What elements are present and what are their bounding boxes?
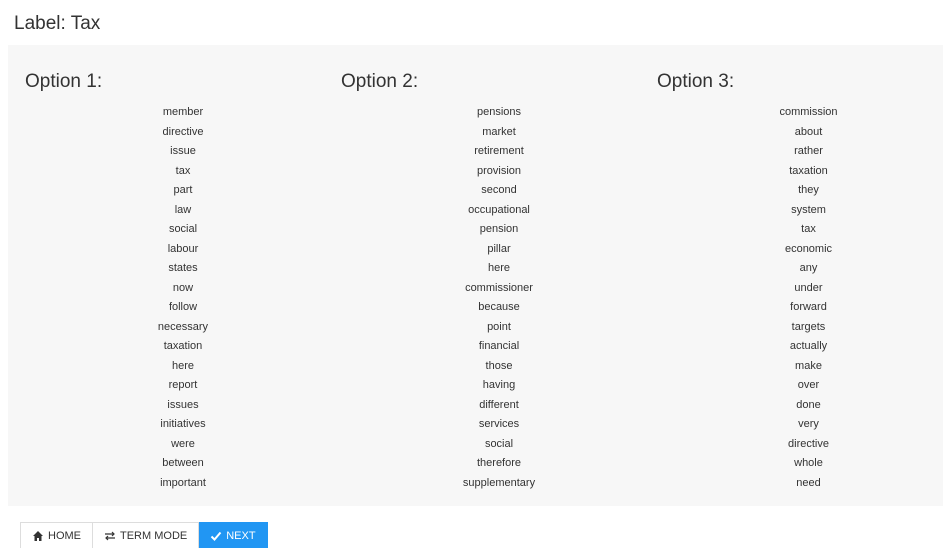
word-item: over [797, 379, 820, 391]
word-item: tax [175, 164, 191, 177]
word-item: second [481, 184, 517, 196]
option-1-title: Option 1: [25, 71, 103, 92]
word-item: issue [170, 145, 196, 157]
word-item: provision [476, 164, 522, 177]
option-2-title: Option 2: [341, 71, 419, 92]
option-column-1 [8, 45, 324, 506]
word-item: under [794, 281, 823, 294]
word-item: make [795, 359, 822, 372]
options-panel [8, 45, 943, 506]
word-item: therefore [476, 457, 522, 469]
word-item: taxation [163, 340, 203, 352]
word-item: were [171, 437, 195, 450]
check-icon [210, 530, 222, 542]
option-1-word-list [25, 103, 341, 493]
word-item: initiatives [160, 418, 206, 430]
word-item: because [478, 301, 520, 313]
home-icon [32, 530, 44, 542]
word-item: social [484, 437, 514, 450]
word-item: need [796, 476, 821, 489]
word-item: commissioner [465, 281, 533, 294]
word-item: actually [789, 340, 828, 352]
option-column-2 [324, 45, 640, 506]
word-item: tax [801, 223, 816, 235]
option-column-3 [640, 45, 943, 506]
word-item: issues [167, 398, 199, 411]
word-item: retirement [474, 145, 524, 157]
next-button-label: NEXT [226, 529, 256, 542]
option-3-word-list [657, 103, 943, 493]
word-item: here [171, 359, 195, 372]
term-mode-button[interactable] [93, 522, 199, 548]
word-item: pillar [487, 242, 511, 255]
word-item: commission [779, 106, 838, 118]
nav-button-group [20, 522, 268, 548]
option-2-word-list [341, 103, 657, 493]
word-item: forward [790, 301, 827, 313]
word-item: economic [784, 242, 833, 255]
word-item: part [173, 184, 193, 196]
word-item: states [168, 262, 198, 274]
word-item: directive [788, 437, 829, 450]
word-item: point [487, 320, 511, 333]
home-button[interactable] [20, 522, 93, 548]
word-item: about [794, 125, 823, 138]
home-button-label: HOME [48, 529, 81, 542]
term-mode-button-label: TERM MODE [120, 529, 188, 542]
word-item: labour [167, 242, 199, 255]
word-item: member [162, 106, 204, 118]
word-item: system [791, 203, 826, 216]
word-item: very [798, 418, 819, 430]
word-item: different [479, 398, 519, 411]
word-item: pension [479, 223, 519, 235]
word-item: those [485, 359, 513, 372]
word-item: social [168, 223, 198, 235]
word-item: pensions [476, 106, 522, 118]
word-item: financial [478, 340, 520, 352]
word-item: now [172, 281, 194, 294]
word-item: law [174, 203, 192, 216]
word-item: necessary [157, 320, 209, 333]
exchange-icon [104, 530, 116, 542]
word-item: report [168, 379, 198, 391]
word-item: any [799, 262, 818, 274]
word-item: supplementary [462, 476, 536, 489]
word-item: important [160, 476, 206, 489]
word-item: rather [794, 145, 823, 157]
word-item: targets [791, 320, 826, 333]
word-item: follow [168, 301, 198, 313]
word-item: they [798, 184, 819, 196]
word-item: taxation [789, 164, 828, 177]
word-item: whole [794, 457, 823, 469]
word-item: market [482, 125, 516, 138]
word-item: between [162, 457, 204, 469]
next-button[interactable] [199, 522, 267, 548]
word-item: having [482, 379, 516, 391]
word-item: done [796, 398, 821, 411]
word-item: directive [162, 125, 204, 138]
word-item: occupational [468, 203, 530, 216]
option-3-title: Option 3: [657, 71, 735, 92]
page-title: Label: Tax [14, 13, 101, 34]
word-item: services [478, 418, 520, 430]
word-item: here [487, 262, 511, 274]
